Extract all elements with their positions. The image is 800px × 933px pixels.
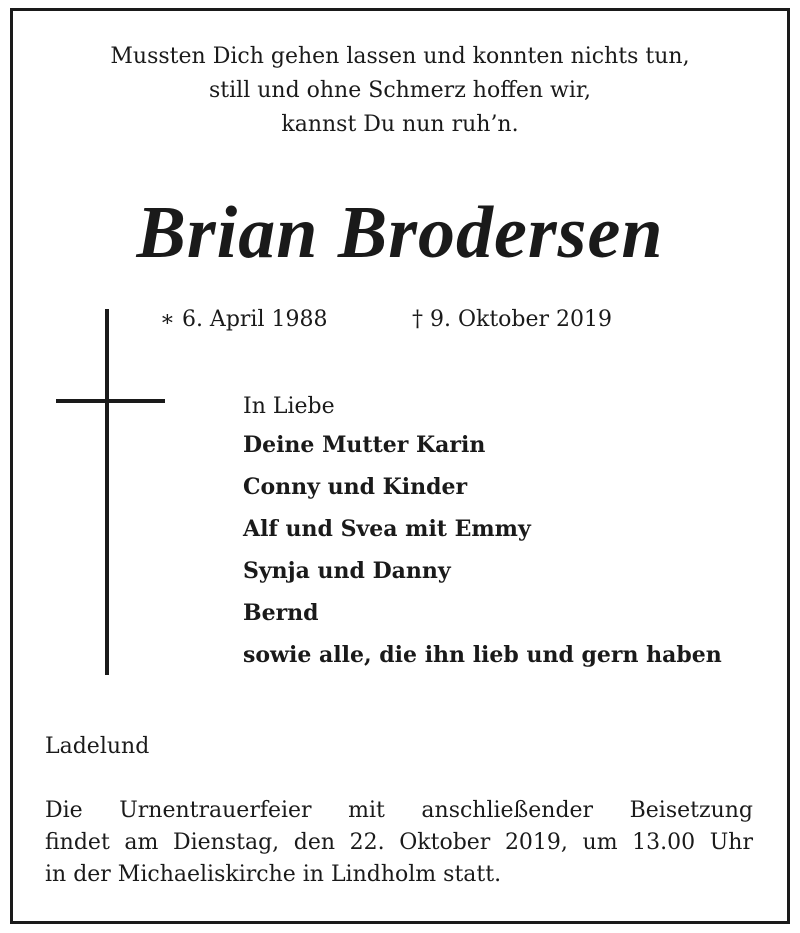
cross-icon-vertical-bar <box>105 309 109 675</box>
poem-line: Mussten Dich gehen lassen und konnten nichts tun, <box>110 44 690 69</box>
family-member: Conny und Kinder <box>243 474 468 500</box>
poem <box>0 40 800 142</box>
place: Ladelund <box>45 734 150 759</box>
notice-line: findet am Dienstag, den 22. Oktober 2019, um 13.00 Uhr <box>45 830 753 855</box>
family-member: Synja und Danny <box>243 558 451 584</box>
notice-line: Die Urnentrauerfeier mit anschließender Beisetzung <box>45 798 753 823</box>
family-member: Deine Mutter Karin <box>243 432 486 458</box>
poem-line: kannst Du nun ruh’n. <box>281 112 519 137</box>
death-date: † 9. Oktober 2019 <box>412 307 613 332</box>
deceased-name: Brian Brodersen <box>136 192 664 274</box>
family-intro: In Liebe <box>243 394 335 419</box>
family-member: sowie alle, die ihn lieb und gern haben <box>243 642 722 668</box>
family-member: Bernd <box>243 600 319 626</box>
funeral-notice <box>45 795 753 891</box>
cross-icon-horizontal-bar <box>56 399 165 403</box>
birth-date: ∗ 6. April 1988 <box>160 307 328 332</box>
poem-line: still und ohne Schmerz hoffen wir, <box>209 78 591 103</box>
family-member: Alf und Svea mit Emmy <box>243 516 531 542</box>
family-list <box>243 390 722 676</box>
notice-line: in der Michaeliskirche in Lindholm statt. <box>45 862 502 887</box>
